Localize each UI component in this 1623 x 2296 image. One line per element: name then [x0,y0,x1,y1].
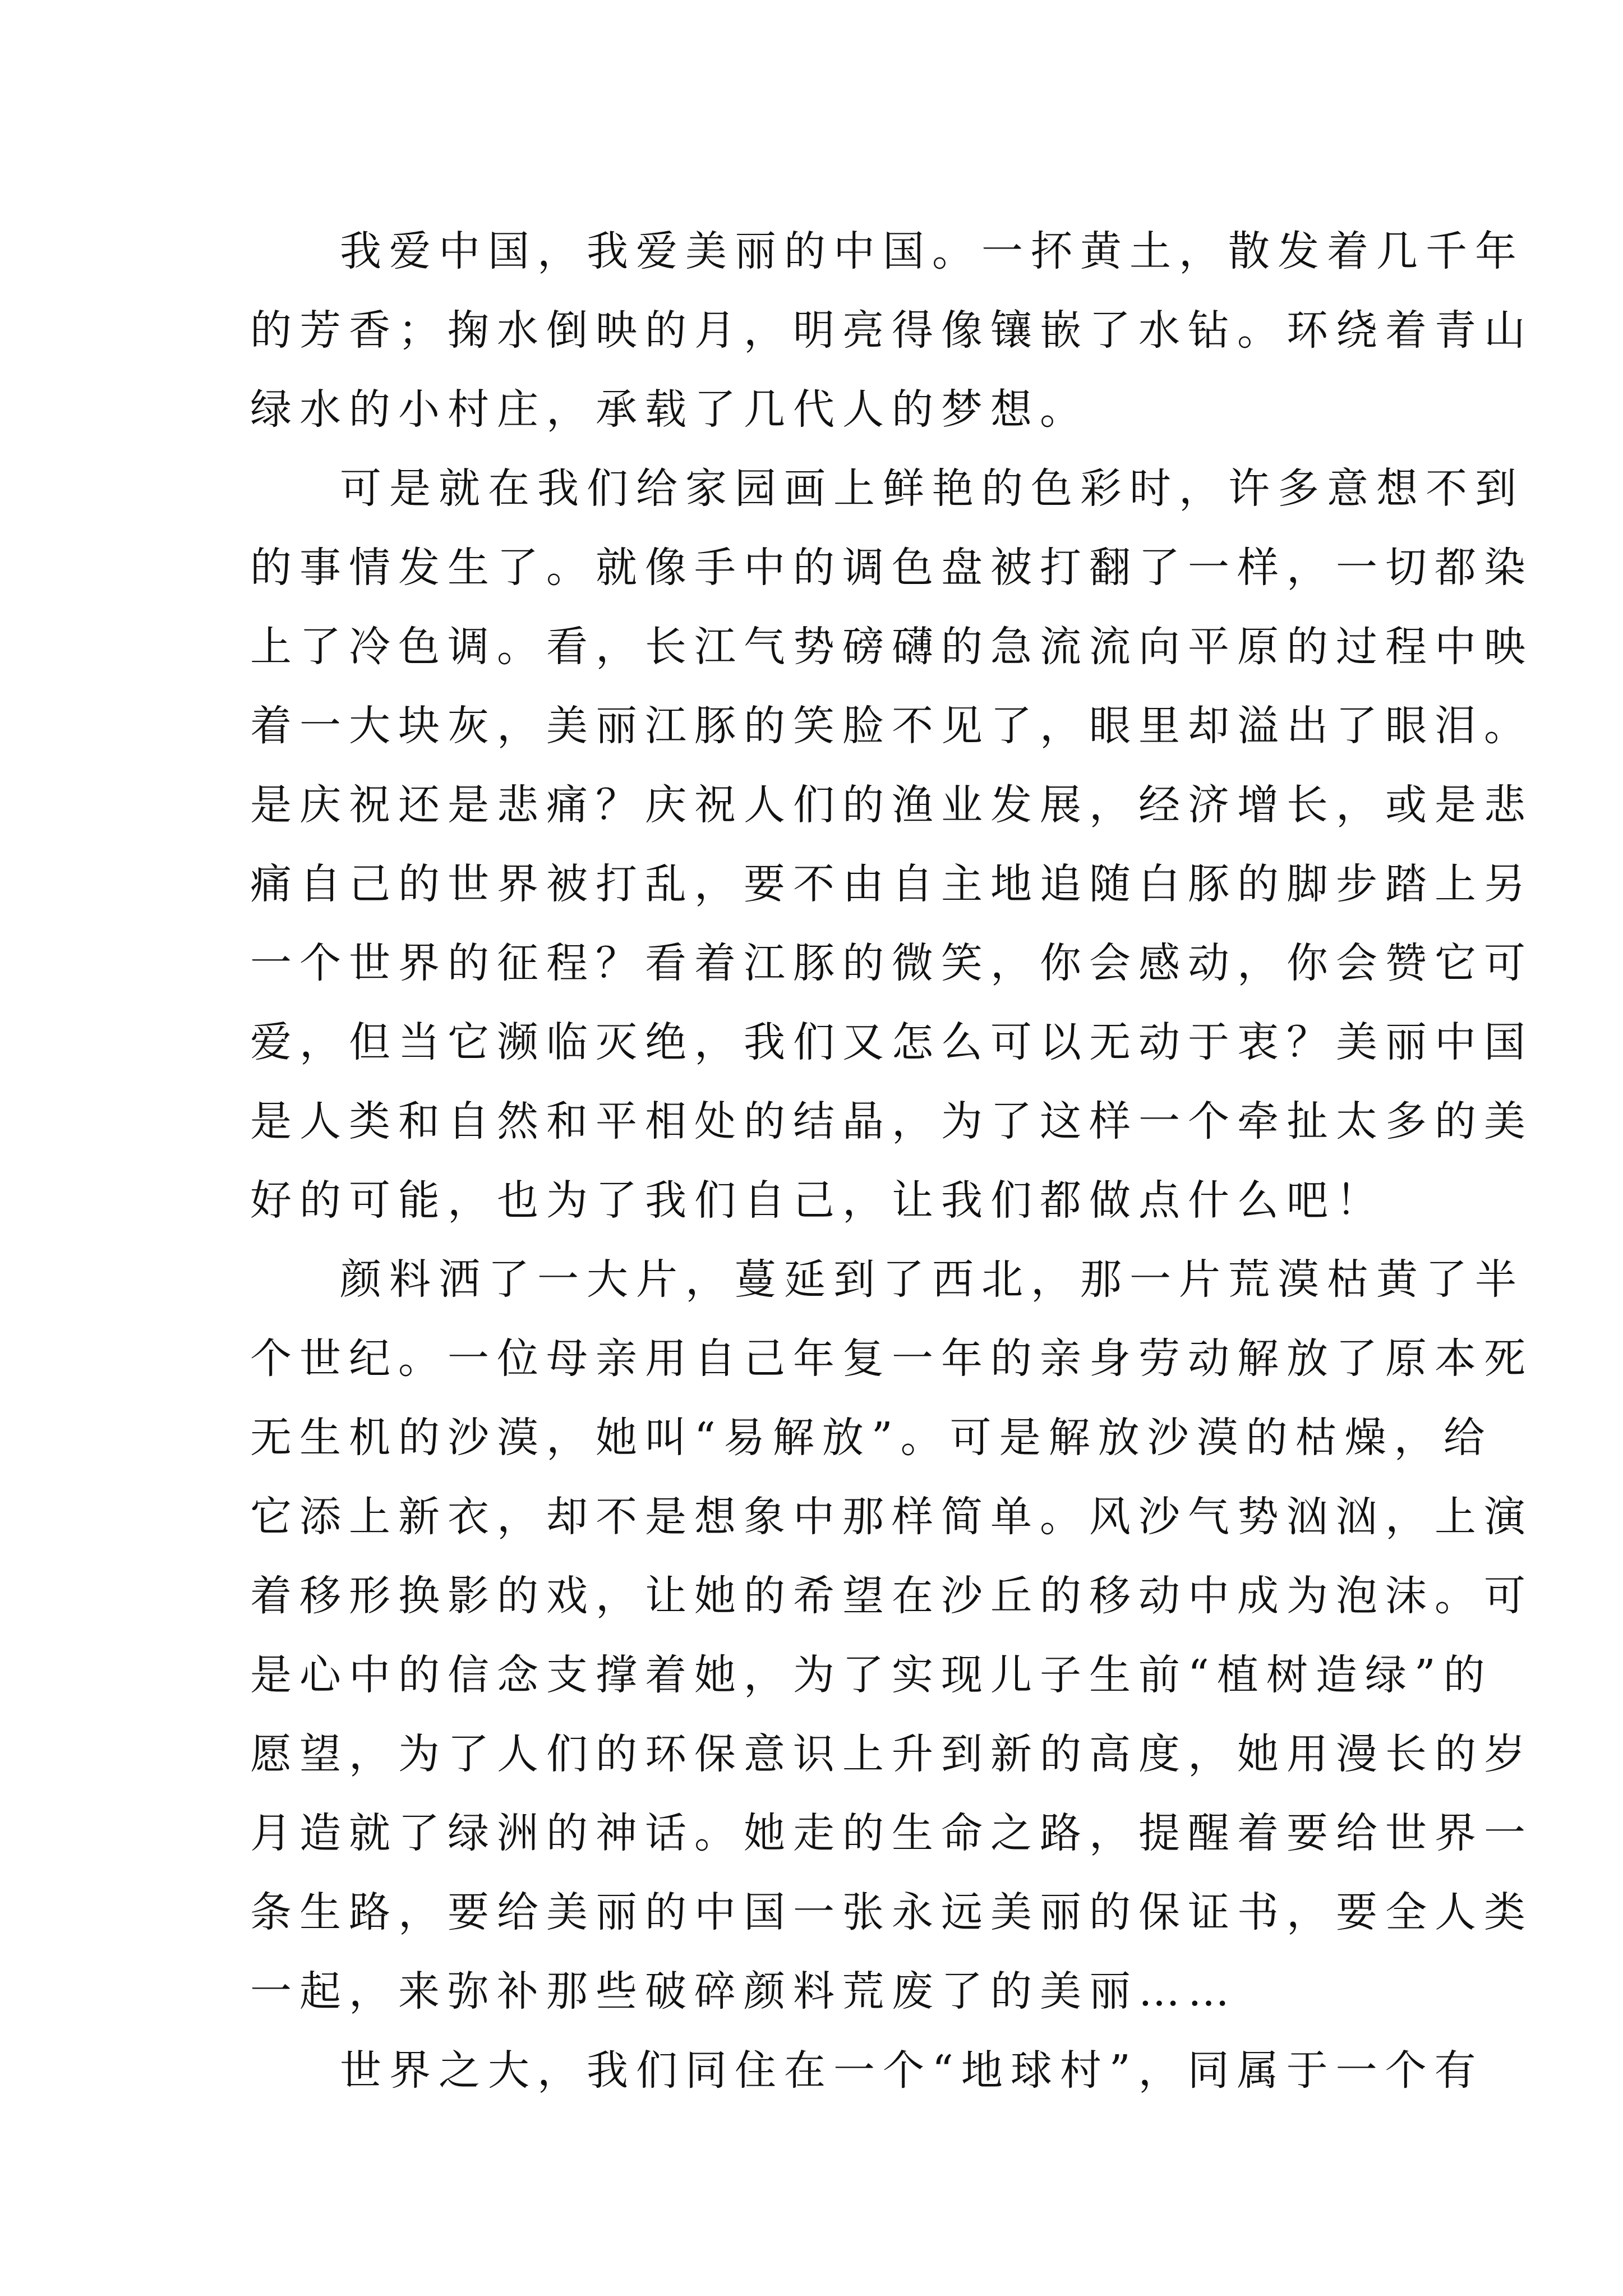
text-line: 月造就了绿洲的神话。她走的生命之路，提醒着要给世界一 [250,1809,1533,1857]
essay-body [250,212,1533,2110]
text-line: 好的可能，也为了我们自己，让我们都做点什么吧！ [250,1176,1385,1225]
text-line: 是心中的信念支撑着她，为了实现儿子生前“植树造绿”的 [250,1651,1493,1699]
text-line: 爱，但当它濒临灭绝，我们又怎么可以无动于衷？美丽中国 [250,1018,1533,1066]
text-line: 上了冷色调。看，长江气势磅礴的急流流向平原的过程中映 [250,623,1533,671]
text-line: 着一大块灰，美丽江豚的笑脸不见了，眼里却溢出了眼泪。 [250,702,1533,750]
text-line: 的事情发生了。就像手中的调色盘被打翻了一样，一切都染 [250,544,1533,592]
text-line: 愿望，为了人们的环保意识上升到新的高度，她用漫长的岁 [250,1730,1533,1778]
text-line: 我爱中国，我爱美丽的中国。一抔黄土，散发着几千年 [340,227,1524,275]
text-line: 绿水的小村庄，承载了几代人的梦想。 [250,385,1089,434]
text-line: 条生路，要给美丽的中国一张永远美丽的保证书，要全人类 [250,1888,1533,1936]
text-line: 可是就在我们给家园画上鲜艳的色彩时，许多意想不到 [340,464,1524,513]
text-line: 一个世界的征程？看着江豚的微笑，你会感动，你会赞它可 [250,939,1533,987]
text-line: 是人类和自然和平相处的结晶，为了这样一个牵扯太多的美 [250,1097,1533,1145]
text-line: 世界之大，我们同住在一个“地球村”，同属于一个有 [340,2046,1484,2095]
text-line: 个世纪。一位母亲用自己年复一年的亲身劳动解放了原本死 [250,1335,1533,1383]
text-line: 颜料洒了一大片，蔓延到了西北，那一片荒漠枯黄了半 [340,1255,1524,1304]
text-line: 是庆祝还是悲痛？庆祝人们的渔业发展，经济增长，或是悲 [250,781,1533,829]
text-line: 的芳香；掬水倒映的月，明亮得像镶嵌了水钻。环绕着青山 [250,306,1533,355]
text-line: 着移形换影的戏，让她的希望在沙丘的移动中成为泡沫。可 [250,1572,1533,1620]
text-line: 它添上新衣，却不是想象中那样简单。风沙气势汹汹，上演 [250,1493,1533,1541]
text-line: 一起，来弥补那些破碎颜料荒废了的美丽…… [250,1967,1237,2016]
text-line: 无生机的沙漠，她叫“易解放”。可是解放沙漠的枯燥，给 [250,1414,1493,1462]
text-line: 痛自己的世界被打乱，要不由自主地追随白豚的脚步踏上另 [250,860,1533,908]
